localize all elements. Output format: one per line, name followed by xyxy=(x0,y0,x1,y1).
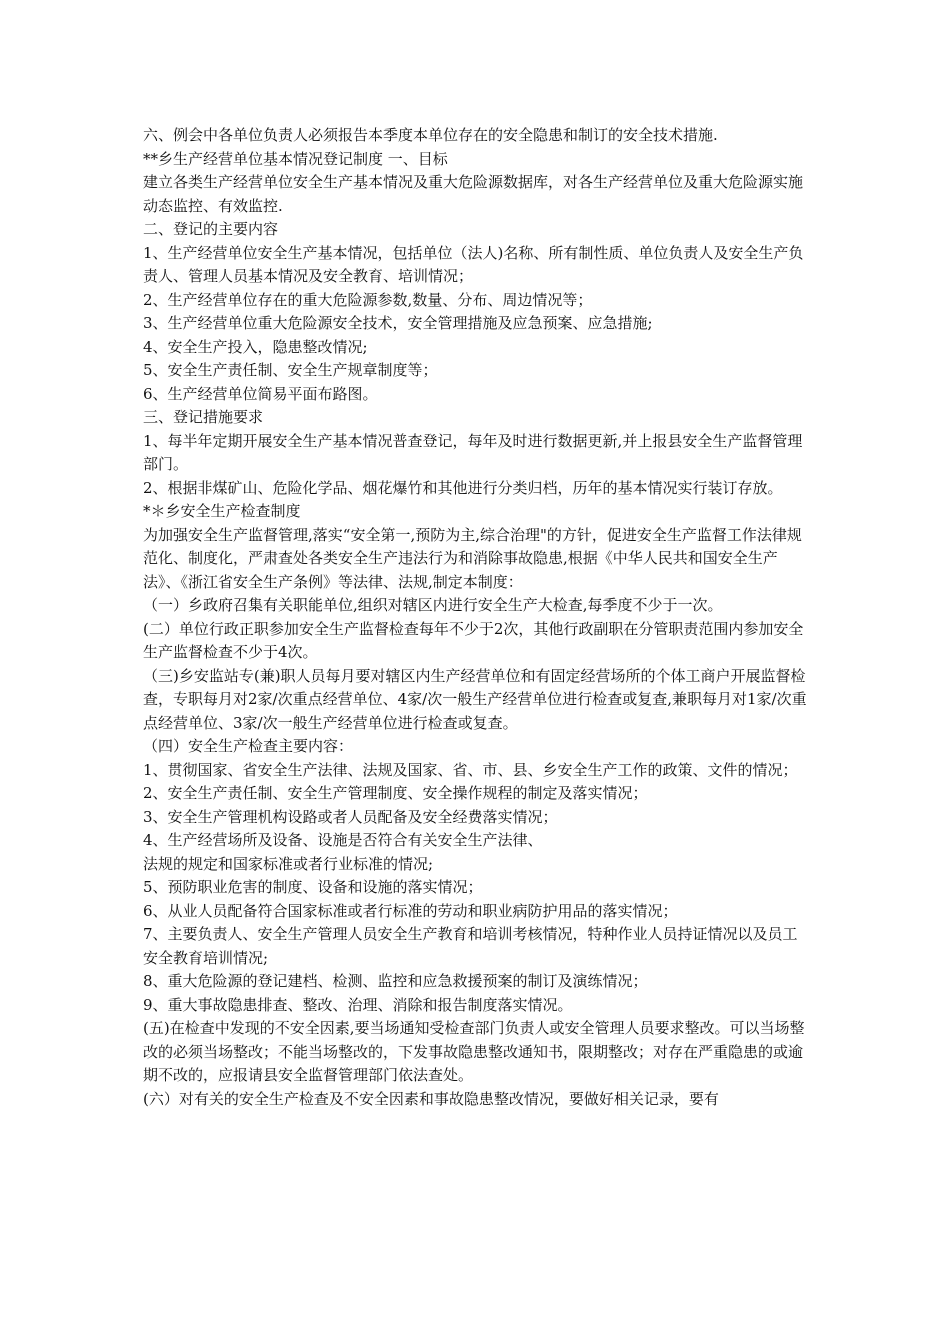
list-item: 6、从业人员配备符合国家标准或者行标准的劳动和职业病防护用品的落实情况； xyxy=(143,901,678,920)
list-item: 9、重大事故隐患排查、整改、治理、消除和报告制度落实情况。 xyxy=(143,995,573,1014)
paragraph: （一）乡政府召集有关职能单位,组织对辖区内进行安全生产大检查,每季度不少于一次。 xyxy=(143,596,723,614)
paragraph: （三)乡安监站专(兼)职人员每月要对辖区内生产经营单位和有固定经营场所的个体工商户开展监督检查，专职每月对2家/次重点经营单位、4家/次一般生产经营单位进行检查或复查,兼职每月对1家/次重点经营单位、3家/次一般生产经营单位进行检查或复查。 xyxy=(143,666,807,732)
list-item: 8、重大危险源的登记建档、检测、监控和应急救援预案的制订及演练情况； xyxy=(143,972,648,990)
list-item: 法规的规定和国家标准或者行业标准的情况; xyxy=(143,854,434,873)
list-item: 1、每半年定期开展安全生产基本情况普查登记，每年及时进行数据更新,并上报县安全生产监督管理部门。 xyxy=(143,431,803,473)
list-item: 2、根据非煤矿山、危险化学品、烟花爆竹和其他进行分类归档，历年的基本情况实行装订存放。 xyxy=(143,478,783,497)
list-item: 3、生产经营单位重大危险源安全技术，安全管理措施及应急预案、应急措施; xyxy=(143,314,653,332)
section-heading: 三、登记措施要求 xyxy=(143,408,264,426)
list-item: 4、生产经营场所及设备、设施是否符合有关安全生产法律、 xyxy=(143,831,543,849)
list-item: 5、安全生产责任制、安全生产规章制度等； xyxy=(143,361,438,379)
document-body xyxy=(143,124,811,1111)
list-item: 2、生产经营单位存在的重大危险源参数,数量、分布、周边情况等； xyxy=(143,290,593,309)
section-heading: （四）安全生产检查主要内容： xyxy=(143,737,354,755)
paragraph: 为加强安全生产监督管理,落实“安全第一,预防为主,综合治理"的方针，促进安全生产监督工作法律规范化、制度化，严肃查处各类安全生产违法行为和消除事故隐患,根据《中华人民共和国安全生产法》、《浙江省安全生产条例》等法律、法规,制定本制度： xyxy=(143,525,802,591)
section-heading: 二、登记的主要内容 xyxy=(143,220,279,238)
list-item: 2、安全生产责任制、安全生产管理制度、安全操作规程的制定及落实情况； xyxy=(143,784,648,802)
list-item: 7、主要负责人、安全生产管理人员安全生产教育和培训考核情况，特种作业人员持证情况以及员工安全教育培训情况; xyxy=(143,925,798,967)
paragraph: (六）对有关的安全生产检查及不安全因素和事故隐患整改情况，要做好相关记录，要有 xyxy=(143,1089,719,1108)
list-item: 3、安全生产管理机构设路或者人员配备及安全经费落实情况； xyxy=(143,807,558,826)
paragraph: (二）单位行政正职参加安全生产监督检查每年不少于2次，其他行政副职在分管职责范围内参加安全生产监督检查不少于4次。 xyxy=(143,619,804,661)
paragraph: (五)在检查中发现的不安全因素,要当场通知受检查部门负责人或安全管理人员要求整改。可以当场整改的必须当场整改；不能当场整改的，下发事故隐患整改通知书，限期整改；对存在严重隐患的或逾期不改的，应报请县安全监督管理部门依法查处。 xyxy=(143,1019,805,1084)
list-item: 1、生产经营单位安全生产基本情况，包括单位（法人)名称、所有制性质、单位负责人及安全生产负责人、管理人员基本情况及安全教育、培训情况； xyxy=(143,243,804,285)
list-item: 1、贯彻国家、省安全生产法律、法规及国家、省、市、县、乡安全生产工作的政策、文件的情况； xyxy=(143,760,798,779)
list-item: 5、预防职业危害的制度、设备和设施的落实情况； xyxy=(143,878,483,896)
section-heading: *＊乡安全生产检查制度 xyxy=(143,502,301,520)
list-item: 6、生产经营单位简易平面布路图。 xyxy=(143,384,378,403)
paragraph: 六、例会中各单位负责人必须报告本季度本单位存在的安全隐患和制订的安全技术措施. xyxy=(143,126,718,144)
list-item: 4、安全生产投入，隐患整改情况; xyxy=(143,337,368,356)
section-heading: **乡生产经营单位基本情况登记制度 一、目标 xyxy=(143,149,448,168)
paragraph: 建立各类生产经营单位安全生产基本情况及重大危险源数据库，对各生产经营单位及重大危险源实施动态监控、有效监控. xyxy=(143,173,804,215)
